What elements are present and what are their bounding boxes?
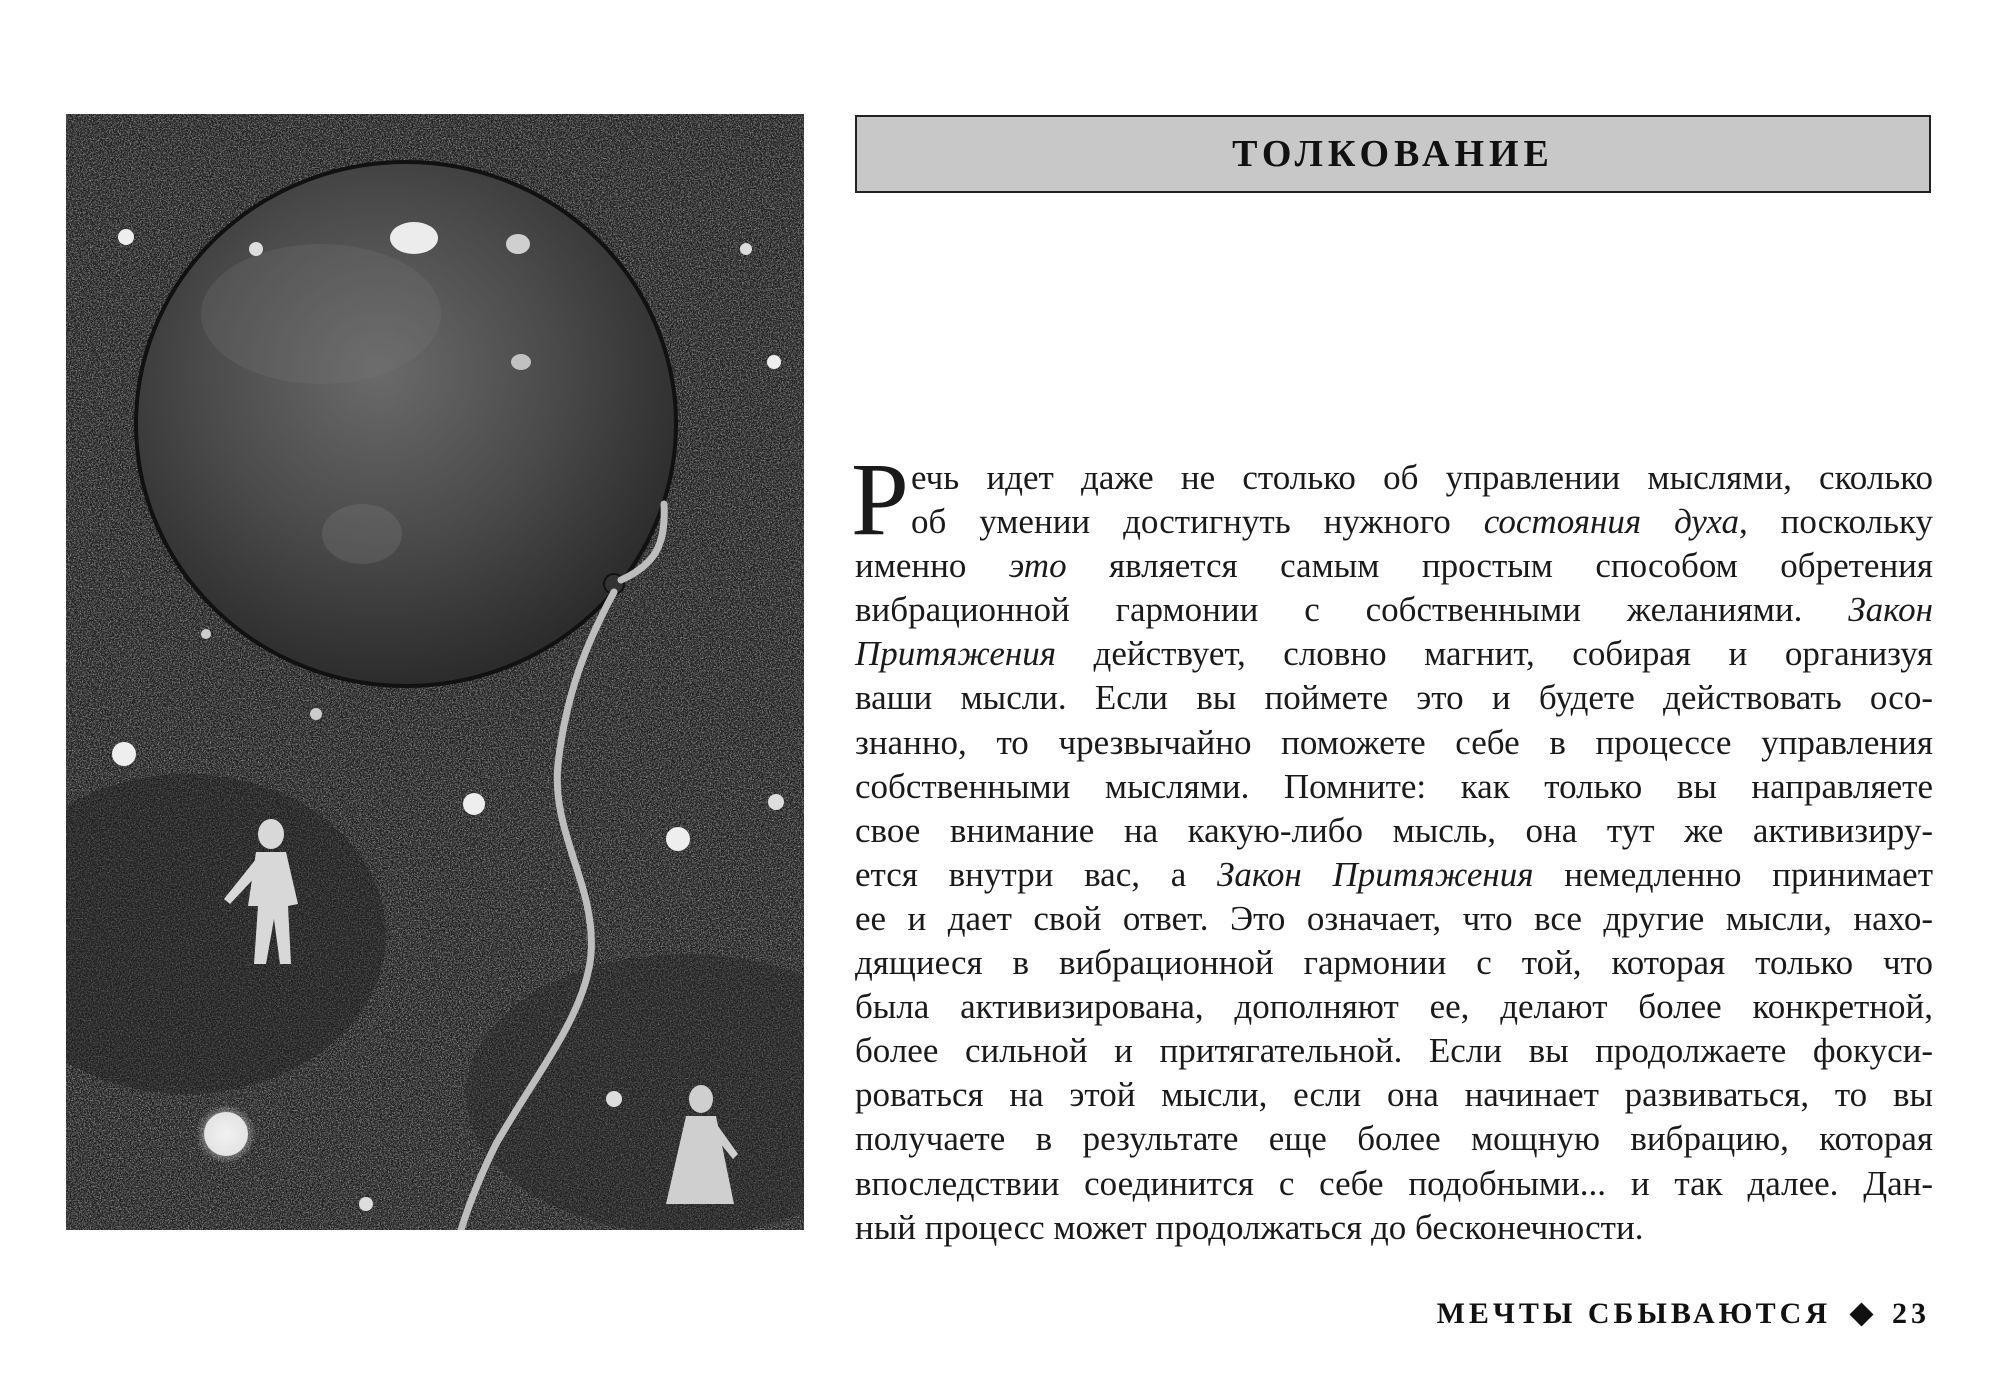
text-line — [855, 765, 1933, 809]
text-line — [855, 1117, 1933, 1161]
text-line — [855, 500, 1933, 544]
text-run: дящиеся в вибрационной гармонии с той, которая только что — [855, 943, 1933, 983]
text-line — [855, 1073, 1933, 1117]
text-run: вибрационной гармонии с собственными желаниями. — [855, 590, 1849, 630]
text-run: знанно, то чрезвычайно поможете себе в процессе управления — [855, 722, 1933, 762]
text-line — [855, 1029, 1933, 1073]
section-heading: ТОЛКОВАНИЕ — [1232, 133, 1554, 175]
italic-phrase: Притяжения — [855, 634, 1057, 674]
text-run: свое внимание на какую-либо мысль, она тут же активизиру- — [855, 810, 1933, 850]
text-line — [855, 456, 1933, 500]
italic-phrase: состояния духа — [1483, 502, 1739, 542]
body-paragraph — [855, 456, 1933, 1250]
text-line — [855, 853, 1933, 897]
illustration — [66, 114, 804, 1230]
text-run: является самым простым способом обретения — [1066, 546, 1934, 586]
text-run: об умении достигнуть нужного — [911, 502, 1484, 542]
diamond-icon — [1849, 1302, 1873, 1326]
text-line — [855, 897, 1933, 941]
italic-phrase: Закон Притяжения — [1217, 854, 1534, 894]
text-line — [855, 985, 1933, 1029]
text-line — [855, 809, 1933, 853]
italic-phrase: это — [1008, 546, 1067, 586]
book-title: МЕЧТЫ СБЫВАЮТСЯ — [1436, 1297, 1831, 1330]
text-run: действует, словно магнит, собирая и организуя — [1056, 634, 1933, 674]
drop-cap: Р — [851, 442, 909, 557]
text-line — [855, 1162, 1933, 1206]
text-run: именно — [855, 546, 1009, 586]
italic-phrase: Закон — [1848, 590, 1933, 630]
running-footer — [1437, 1297, 1930, 1331]
text-line — [855, 721, 1933, 765]
text-run: впоследствии соединится с себе подобными... и так далее. Дан- — [855, 1163, 1933, 1203]
text-run: немедленно принимает — [1533, 854, 1933, 894]
text-run: ется внутри вас, а — [855, 854, 1218, 894]
text-line — [855, 588, 1933, 632]
text-run: ее и дает свой ответ. Это означает, что все другие мысли, нахо- — [855, 898, 1933, 938]
text-line — [855, 632, 1933, 676]
text-run: более сильной и притягательной. Если вы продолжаете фокуси- — [855, 1031, 1933, 1071]
text-run: ваши мысли. Если вы поймете это и будете действовать осо- — [855, 678, 1933, 718]
text-line — [855, 941, 1933, 985]
text-run: получаете в результате еще более мощную вибрацию, которая — [855, 1119, 1933, 1159]
text-run: роваться на этой мысли, если она начинает развиваться, то вы — [855, 1075, 1933, 1115]
text-line — [855, 1206, 1933, 1250]
page-number: 23 — [1892, 1297, 1930, 1330]
text-run: ный процесс может продолжаться до бесконечности. — [855, 1207, 1644, 1247]
text-run: собственными мыслями. Помните: как только вы направляете — [855, 766, 1933, 806]
text-line — [855, 544, 1933, 588]
illustration-art — [66, 114, 804, 1230]
text-line — [855, 676, 1933, 720]
text-run: была активизирована, дополняют ее, делают более конкретной, — [855, 987, 1933, 1027]
text-run: ечь идет даже не столько об управлении мыслями, сколько — [911, 458, 1933, 497]
text-run: , поскольку — [1738, 502, 1933, 542]
section-heading-bar — [855, 115, 1931, 193]
